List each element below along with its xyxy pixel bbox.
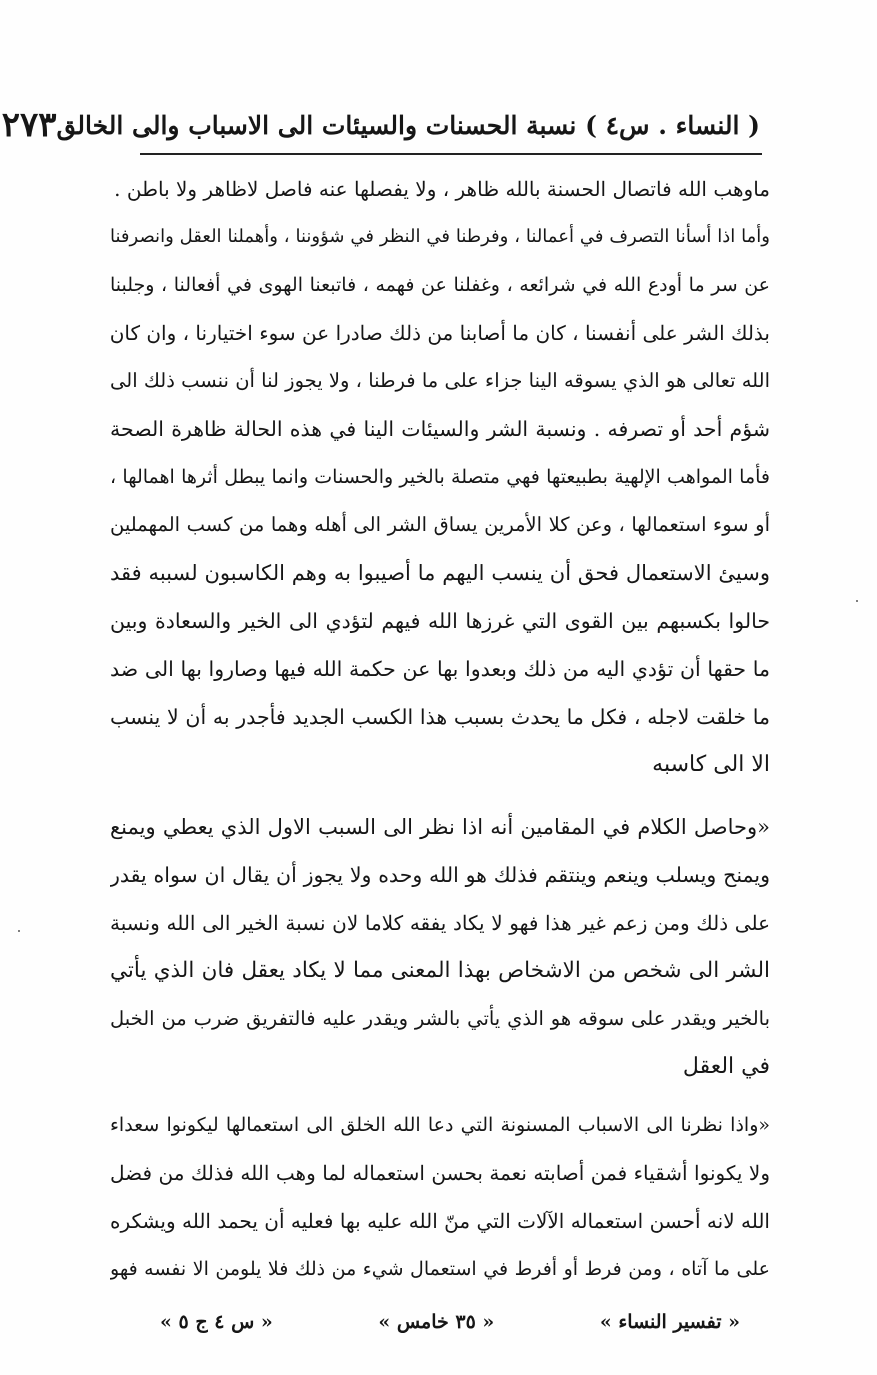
text-line: ماوهب الله فاتصال الحسنة بالله ظاهر ، ولا يفصلها عنه فاصل لاظاهر ولا باطن .	[114, 177, 770, 201]
text-line: أو سوء استعمالها ، وعن كلا الأمرين يساق الشر الى أهله وهما من كسب المهملين	[110, 513, 770, 536]
text-line: فأما المواهب الإلهية بطبيعتها فهي متصلة بالخير والحسنات وانما يبطل أثرها اهمالها ،	[110, 466, 770, 488]
text-line: الله تعالى هو الذي يسوقه الينا جزاء على ما فرطنا ، ولا يجوز لنا أن ننسب ذلك الى	[110, 369, 770, 392]
text-line: في العقل	[682, 1054, 770, 1079]
text-line: بذلك الشر على أنفسنا ، كان ما أصابنا من ذلك صادرا عن سوء اختيارنا ، وان كان	[110, 321, 770, 345]
text-line: ما حقها أن تؤدي اليه من ذلك وبعدوا بها عن حكمة الله فيها وصاروا بها الى ضد	[110, 657, 770, 681]
text-line: ما خلقت لاجله ، فكل ما يحدث بسبب هذا الكسب الجديد فأجدر به أن لا ينسب	[110, 705, 770, 729]
running-header	[1, 100, 760, 150]
header-rule	[140, 153, 762, 155]
header-title: ( النساء . س٤ ) نسبة الحسنات والسيئات الى الاسباب والى الخالق	[56, 110, 760, 140]
text-line: على ما آتاه ، ومن فرط أو أفرط في استعمال شيء من ذلك فلا يلومن الا نفسه فهو	[110, 1258, 770, 1280]
text-line: الشر الى شخص من الاشخاص بهذا المعنى مما لا يكاد يعقل فان الذي يأتي	[110, 958, 770, 983]
text-line: ويمنح ويسلب وينعم وينتقم فذلك هو الله وحده ولا يجوز أن يقال ان سواه يقدر	[110, 863, 770, 887]
text-line: وأما اذا أسأنا التصرف في أعمالنا ، وفرطنا في النظر في شؤوننا ، وأهملنا العقل وانصرفنا	[110, 226, 770, 247]
text-line: «واذا نظرنا الى الاسباب المسنونة التي دعا الله الخلق الى استعمالها ليكونوا سعداء	[110, 1114, 770, 1136]
text-line: شؤم أحد أو تصرفه . ونسبة الشر والسيئات الينا في هذه الحالة ظاهرة الصحة	[110, 417, 770, 441]
text-line: ولا يكونوا أشقياء فمن أصابته نعمة بحسن استعماله لما وهب الله فذلك من فضل	[110, 1161, 770, 1185]
text-line: «وحاصل الكلام في المقامين أنه اذا نظر الى السبب الاول الذي يعطي ويمنع	[110, 815, 770, 839]
scan-speck	[18, 930, 20, 932]
text-line: بالخير ويقدر على سوقه هو الذي يأتي بالشر ويقدر عليه فالتفريق ضرب من الخبل	[110, 1007, 770, 1030]
footer-book-title: « تفسير النساء »	[599, 1311, 740, 1333]
text-line: الله لانه أحسن استعماله الآلات التي منّ الله عليه بها فعليه أن يحمد الله ويشكره	[110, 1209, 770, 1233]
footer-signature: « ٣٥ خامس »	[378, 1311, 495, 1333]
page-number: ٢٧٣	[1, 105, 57, 145]
footer-surah-part: « س ٤ ج ٥ »	[160, 1311, 273, 1333]
text-line: عن سر ما أودع الله في شرائعه ، وغفلنا عن فهمه ، فاتبعنا الهوى في أفعالنا ، وجلبنا	[110, 274, 770, 296]
page-footer	[160, 1302, 740, 1342]
text-line: وسيئ الاستعمال فحق أن ينسب اليهم ما أصيبوا به وهم الكاسبون لسببه فقد	[110, 561, 770, 585]
text-line: حالوا بكسبهم بين القوى التي غرزها الله فيهم لتؤدي الى الخير والسعادة وبين	[110, 609, 770, 633]
text-line: على ذلك ومن زعم غير هذا فهو لا يكاد يفقه كلاما لان نسبة الخير الى الله ونسبة	[110, 911, 770, 935]
text-line: الا الى كاسبه	[652, 752, 770, 777]
scan-speck	[856, 600, 858, 602]
